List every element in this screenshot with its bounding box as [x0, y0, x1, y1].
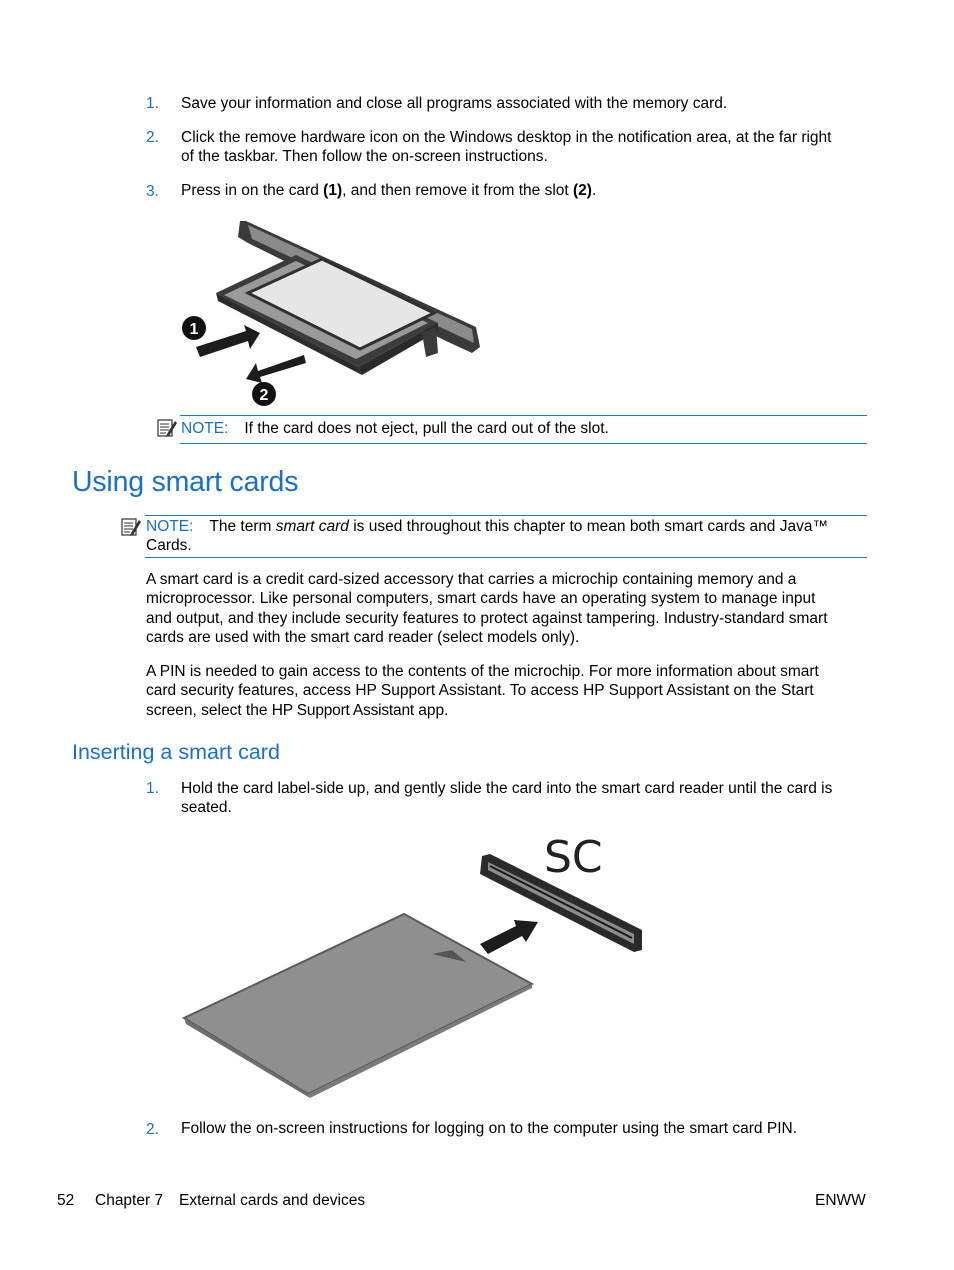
footer-page-number: 52: [57, 1192, 75, 1209]
note-icon: [157, 418, 177, 438]
subsection-title: Inserting a smart card: [72, 740, 280, 764]
smart-card-reader-label: SC: [544, 832, 603, 883]
smart-card: [184, 914, 532, 1094]
note-rule-bottom: [145, 557, 867, 558]
section-title: Using smart cards: [72, 466, 299, 498]
step-number: 3.: [146, 183, 159, 200]
step-text: Press in on the card (1), and then remove it from the slot (2).: [181, 182, 597, 199]
arrow-remove-icon: [246, 355, 306, 383]
step-text: Follow the on-screen instructions for logging on to the computer using the smart card PIN.: [181, 1120, 797, 1137]
callout-1-label: 1: [189, 321, 199, 338]
footer-right-label: ENWW: [815, 1192, 866, 1209]
note-text: NOTE: If the card does not eject, pull the card out of the slot.: [181, 420, 609, 437]
step-number: 1.: [146, 95, 159, 112]
note-rule-top: [145, 515, 867, 516]
memory-card-eject-illustration: [176, 215, 486, 410]
callout-2-label: 2: [259, 387, 269, 404]
note-rule-top: [180, 415, 867, 416]
note-icon: [121, 517, 141, 537]
note-text: NOTE: The term smart card is used throughout this chapter to mean both smart cards and Java™ Cards.: [146, 518, 828, 554]
body-paragraph: A smart card is a credit card-sized accessory that carries a microchip containing memory and a microprocessor. Like personal computers, smart cards have an operating system to manage input and output, and they include security features to protect against tampering. Industry-standard smart cards are used with the smart card reader (select models only).: [146, 571, 828, 646]
step-number: 2.: [146, 129, 159, 146]
step-text: Hold the card label-side up, and gently slide the card into the smart card reader until the card is seated.: [181, 780, 833, 816]
smart-card-insert-illustration: [176, 826, 656, 1106]
step-text: Save your information and close all programs associated with the memory card.: [181, 95, 728, 112]
step-number: 2.: [146, 1121, 159, 1138]
body-paragraph: A PIN is needed to gain access to the contents of the microchip. For more information about smart card security features, access HP Support Assistant. To access HP Support Assistant on the Start screen, select the HP Support Assistant app.: [146, 663, 819, 719]
note-rule-bottom: [180, 443, 867, 444]
step-number: 1.: [146, 780, 159, 797]
step-text: Click the remove hardware icon on the Windows desktop in the notification area, at the far right of the taskbar. Then follow the on-screen instructions.: [181, 129, 832, 165]
arrow-insert-icon: [480, 920, 538, 954]
footer-chapter-title: External cards and devices: [179, 1192, 366, 1209]
footer-chapter: Chapter 7: [95, 1192, 164, 1209]
